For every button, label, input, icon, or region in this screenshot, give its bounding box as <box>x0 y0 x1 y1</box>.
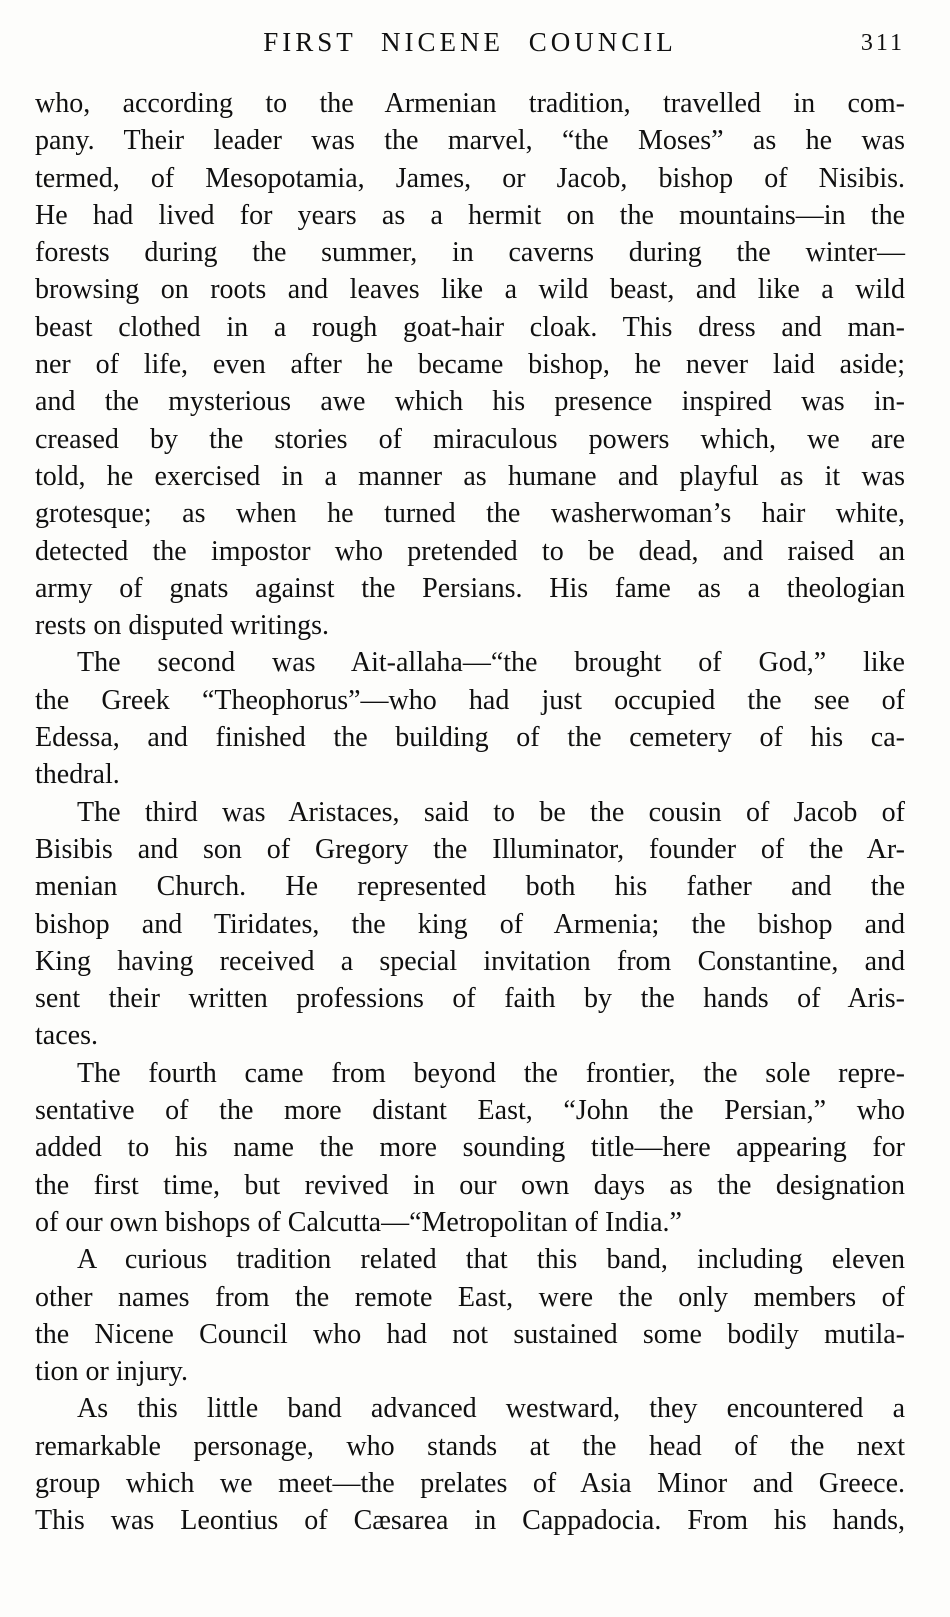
text-line: He had lived for years as a hermit on the mountains—in the <box>35 199 905 231</box>
text-line: ner of life, even after he became bishop, he never laid aside; <box>35 349 905 381</box>
text-line: who, according to the Armenian tradition, travelled in com- <box>35 88 905 119</box>
text-line: told, he exercised in a manner as humane and playful as it was <box>35 460 905 492</box>
page-number: 311 <box>860 30 905 56</box>
text-line: beast clothed in a rough goat-hair cloak. This dress and man- <box>35 311 905 343</box>
paragraph <box>35 794 905 1055</box>
text-line: and the mysterious awe which his presence inspired was in- <box>35 386 905 418</box>
text-line: detected the impostor who pretended to be dead, and raised an <box>35 535 905 567</box>
text-line: Edessa, and finished the building of the cemetery of his ca- <box>35 722 905 754</box>
page-title: FIRST NICENE COUNCIL <box>263 27 677 57</box>
text-line: This was Leontius of Cæsarea in Cappadocia. From his hands, <box>35 1505 905 1537</box>
text-line: tion or injury. <box>35 1356 188 1388</box>
text-line: added to his name the more sounding title—here appearing for <box>35 1132 905 1164</box>
text-line: pany. Their leader was the marvel, “the Moses” as he was <box>35 125 905 157</box>
text-line: group which we meet—the prelates of Asia Minor and Greece. <box>35 1467 905 1499</box>
text-line: army of gnats against the Persians. His fame as a theologian <box>35 572 905 604</box>
text-line: forests during the summer, in caverns during the winter— <box>35 237 905 269</box>
text-line: The fourth came from beyond the frontier, the sole repre- <box>77 1057 905 1089</box>
text-line: rests on disputed writings. <box>35 610 329 642</box>
text-line: Bisibis and son of Gregory the Illuminator, founder of the Ar- <box>35 833 905 865</box>
text-line: the Greek “Theophorus”—who had just occupied the see of <box>35 684 905 716</box>
paragraph <box>35 1390 905 1539</box>
paragraph <box>35 1055 905 1241</box>
paragraph <box>35 85 905 644</box>
paragraph <box>35 1241 905 1390</box>
text-line: the Nicene Council who had not sustained some bodily mutila- <box>35 1318 905 1350</box>
text-line: bishop and Tiridates, the king of Armenia; the bishop and <box>35 908 905 940</box>
text-line: thedral. <box>35 759 120 791</box>
text-line: The third was Aristaces, said to be the cousin of Jacob of <box>77 796 905 828</box>
page-body <box>35 85 905 1540</box>
running-header <box>35 27 905 67</box>
text-line: other names from the remote East, were the only members of <box>35 1281 905 1313</box>
text-line: King having received a special invitation from Constantine, and <box>35 945 905 977</box>
text-line: grotesque; as when he turned the washerwoman’s hair white, <box>35 498 905 530</box>
text-line: A curious tradition related that this band, including eleven <box>77 1244 905 1276</box>
text-line: The second was Ait-allaha—“the brought of God,” like <box>77 647 905 679</box>
text-line: menian Church. He represented both his father and the <box>35 871 905 903</box>
text-line: remarkable personage, who stands at the head of the next <box>35 1430 905 1462</box>
text-line: browsing on roots and leaves like a wild beast, and like a wild <box>35 274 905 306</box>
text-line: the first time, but revived in our own days as the designation <box>35 1169 905 1201</box>
text-line: of our own bishops of Calcutta—“Metropolitan of India.” <box>35 1206 682 1238</box>
text-line: sentative of the more distant East, “John the Persian,” who <box>35 1095 905 1127</box>
text-line: creased by the stories of miraculous powers which, we are <box>35 423 905 455</box>
text-line: termed, of Mesopotamia, James, or Jacob, bishop of Nisibis. <box>35 162 905 194</box>
paragraph <box>35 644 905 793</box>
text-line: sent their written professions of faith by the hands of Aris- <box>35 983 905 1015</box>
text-line: As this little band advanced westward, they encountered a <box>77 1393 905 1425</box>
text-line: taces. <box>35 1020 98 1052</box>
